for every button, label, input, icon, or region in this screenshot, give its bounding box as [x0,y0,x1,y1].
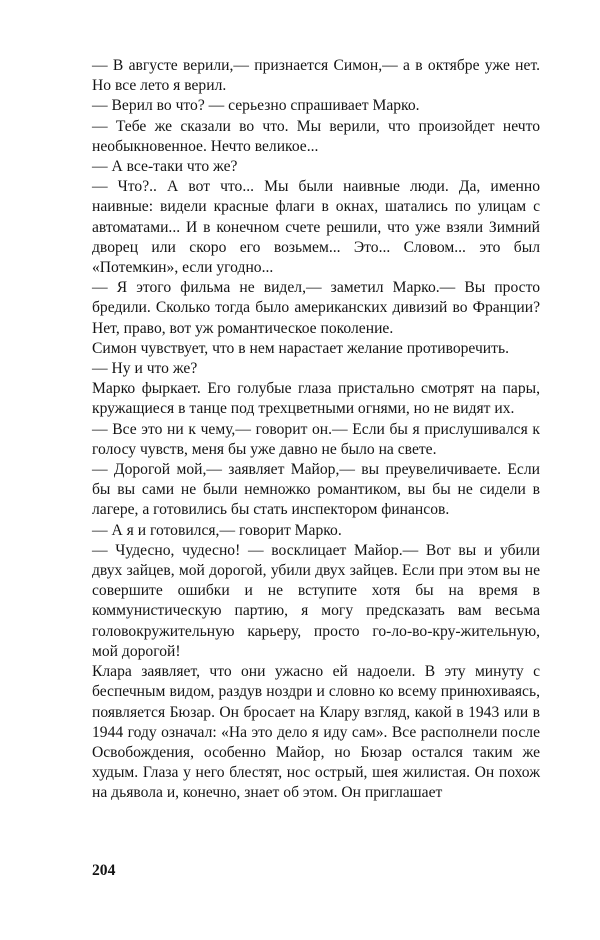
paragraph-4: — А все-таки что же? [92,158,238,176]
paragraph-12: — А я и готовился,— говорит Марко. [92,521,342,539]
paragraph-10: — Все это ни к чему,— говорит он.— Если бы я прислушивался к голосу чувств, меня бы уже давно не было на свете. [92,420,540,458]
paragraph-2: — Верил во что? — серьезно спрашивает Марко. [92,97,420,115]
paragraph-8: — Ну и что же? [92,360,198,378]
paragraph-9: Марко фыркает. Его голубые глаза пристально смотрят на пары, кружащиеся в танце под трехцветными огнями, но не видят их. [92,380,540,418]
paragraph-7: Симон чувствует, что в нем нарастает желание противоречить. [92,339,509,357]
paragraph-6: — Я этого фильма не видел,— заметил Марко.— Вы просто бредили. Сколько тогда было американских дивизий во Франции? Нет, право, вот уж романтическое поколение. [92,279,540,337]
paragraph-13: — Чудесно, чудесно! — восклицает Майор.— Вот вы и убили двух зайцев, мой дорогой, убили двух зайцев. Если при этом вы не совершите ошибки и не вступите хотя бы на время в коммунистическую партию, я могу предсказать вам весьма головокружительную карьеру, просто го-ло-во-кру-жительную, мой дорогой! [92,541,540,660]
paragraph-11: — Дорогой мой,— заявляет Майор,— вы преувеличиваете. Если бы вы сами не были немножко романтиком, вы бы не сидели в лагере, а готовились бы стать инспектором финансов. [92,461,540,519]
paragraph-3: — Тебе же сказали во что. Мы верили, что произойдет нечто необыкновенное. Нечто великое... [92,117,540,155]
page-number: 204 [92,862,116,879]
paragraph-1: — В августе верили,— признается Симон,— а в октябре уже нет. Но все лето я верил. [92,57,540,95]
body-text [92,56,540,804]
paragraph-14: Клара заявляет, что они ужасно ей надоели. В эту минуту с беспечным видом, раздув ноздри и словно ко всему принюхиваясь, появляется Бюзар. Он бросает на Клару взгляд, какой в 1943 или в 1944 году означал: «На это дело я иду сам». Все располнели после Освобождения, особенно Майор, но Бюзар остался таким же худым. Глаза у него блестят, нос острый, шея жилистая. Он похож на дьявола и, конечно, знает об этом. Он приглашает [92,663,540,802]
paragraph-5: — Что?.. А вот что... Мы были наивные люди. Да, именно наивные: видели красные флаги в окнах, шатались по улицам с автоматами... И в конечном счете решили, что уже взяли Зимний дворец или скоро его возьмем... Это... Словом... это был «Потемкин», если угодно... [92,178,540,277]
